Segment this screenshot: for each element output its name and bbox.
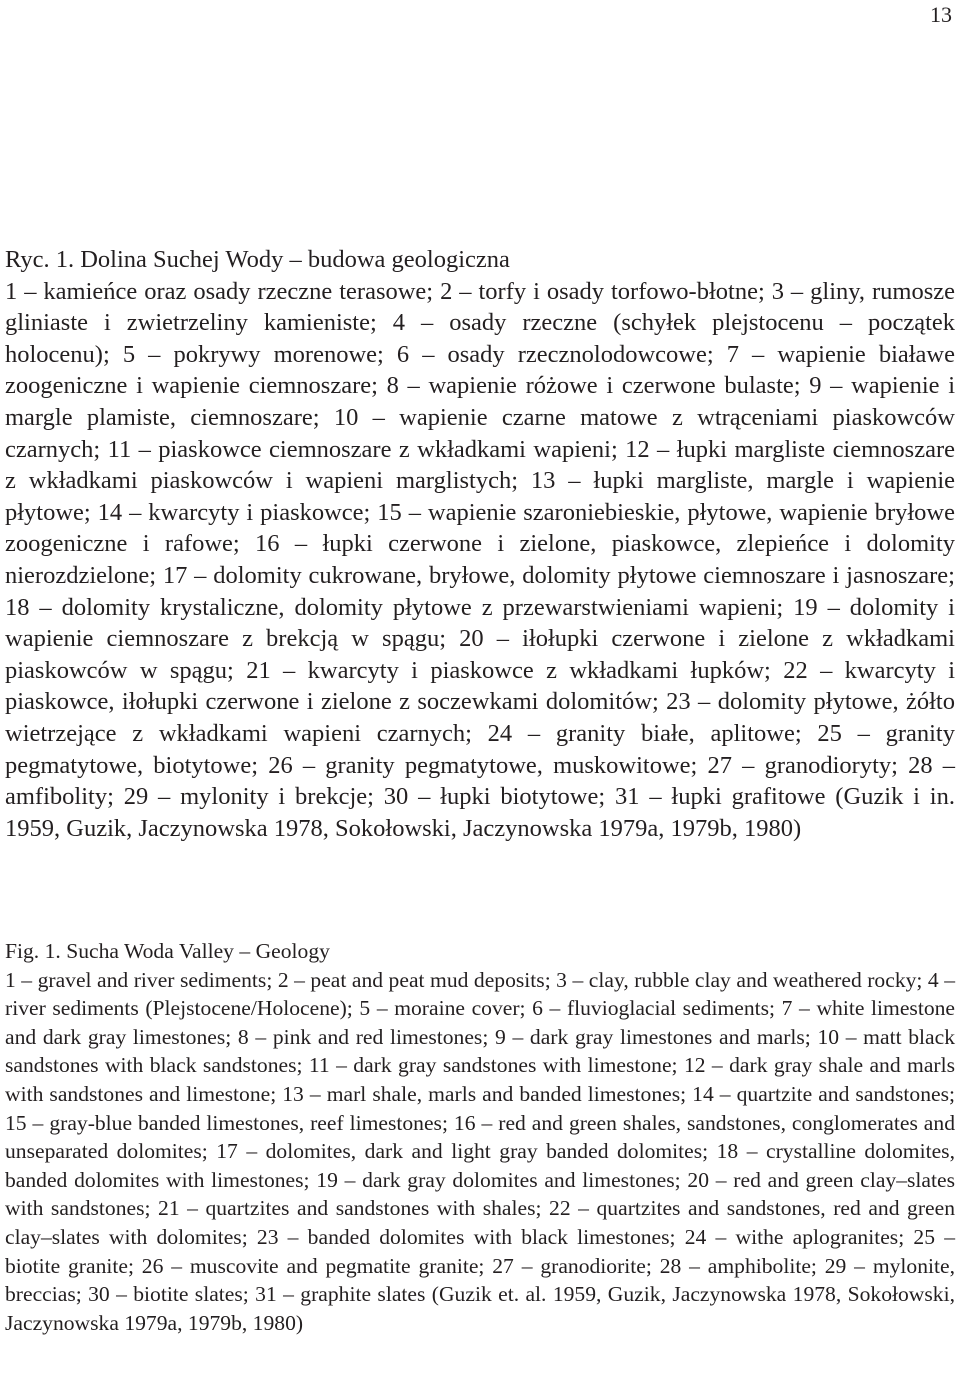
english-caption-legend: 1 – gravel and river sediments; 2 – peat and peat mud deposits; 3 – clay, rubble clay and weathered rocky; 4 – river sediments (Plejstocene/Holocene); 5 – moraine cover; 6 – fluvioglacial sediments; 7 – white limestone and dark gray limestones; 8 – pink and red limestones; 9 – dark gray limestones and marls; 10 – matt black sandstones with black sandstones; 11 – dark gray sandstones with limestone; 12 – dark gray shale and marls with sandstones and limestone; 13 – marl shale, marls and banded limestones; 14 – quartzite and sandstones; 15 – gray-blue banded limestones, reef limestones; 16 – red and green shales, sandstones, conglomerates and unseparated dolomites; 17 – dolomites, dark and light gray banded dolomites; 18 – crystalline dolomites, banded dolomites with limestones; 19 – dark gray dolomites and limestones; 20 – red and green clay–slates with sandstones; 21 – quartzites and sandstones with shales; 22 – quartzites and sandstones, red and green clay–slates with dolomites; 23 – banded dolomites with black limestones; 24 – withe aplogranites; 25 – biotite granite; 26 – muscovite and pegmatite granite; 27 – granodiorite; 28 – amphibolite; 29 – mylonite, breccias; 30 – biotite slates; 31 – graphite slates (Guzik et. al. 1959, Guzik, Jaczynowska 1978, Sokołowski, Jaczynowska 1979a, 1979b, 1980)	[5, 967, 955, 1335]
polish-caption-heading: Ryc. 1. Dolina Suchej Wody – budowa geologiczna	[5, 246, 510, 273]
english-caption-heading: Fig. 1. Sucha Woda Valley – Geology	[5, 939, 330, 963]
page-number: 13	[930, 2, 952, 27]
polish-caption-legend: 1 – kamieńce oraz osady rzeczne terasowe; 2 – torfy i osady torfowo-błotne; 3 – gliny, rumosze gliniaste i zwietrzeliny kamieniste; 4 – osady rzeczne (schyłek plejstocenu – początek holocenu); 5 – pokrywy morenowe; 6 – osady rzecznolodowcowe; 7 – wapienie białawe zoogeniczne i wapienie ciemnoszare; 8 – wapienie różowe i czerwone bulaste; 9 – wapienie i margle plamiste, ciemnoszare; 10 – wapienie czarne matowe z wtrąceniami piaskowców czarnych; 11 – piaskowce ciemnoszare z wkładkami wapieni; 12 – łupki margliste ciemnoszare z wkładkami piaskowców i wapieni marglistych; 13 – łupki margliste, margle i wapienie płytowe; 14 – kwarcyty i piaskowce; 15 – wapienie szaroniebieskie, płytowe, wapienie bryłowe zoogeniczne i rafowe; 16 – łupki czerwone i zielone, piaskowce, zlepieńce i dolomity nierozdzielone; 17 – dolomity cukrowane, bryłowe, dolomity płytowe ciemnoszare i jasnoszare; 18 – dolomity krystaliczne, dolomity płytowe z przewarstwieniami wapieni; 19 – dolomity i wapienie ciemnoszare z brekcją w spągu; 20 – iłołupki czerwone i zielone z wkładkami piaskowców w spągu; 21 – kwarcyty i piaskowce z wkładkami łupków; 22 – kwarcyty i piaskowce, iłołupki czerwone i zielone z soczewkami dolomitów; 23 – dolomity płytowe, żółto wietrzejące z wkładkami wapieni czarnych; 24 – granity białe, aplitowe; 25 – granity pegmatytowe, biotytowe; 26 – granity pegmatytowe, muskowitowe; 27 – granodioryty; 28 – amfibolity; 29 – mylonity i brekcje; 30 – łupki biotytowe; 31 – łupki grafitowe (Guzik i in. 1959, Guzik, Jaczynowska 1978, Sokołowski, Jaczynowska 1979a, 1979b, 1980)	[5, 277, 955, 842]
polish-figure-caption	[5, 244, 955, 844]
english-figure-caption	[5, 937, 955, 1337]
